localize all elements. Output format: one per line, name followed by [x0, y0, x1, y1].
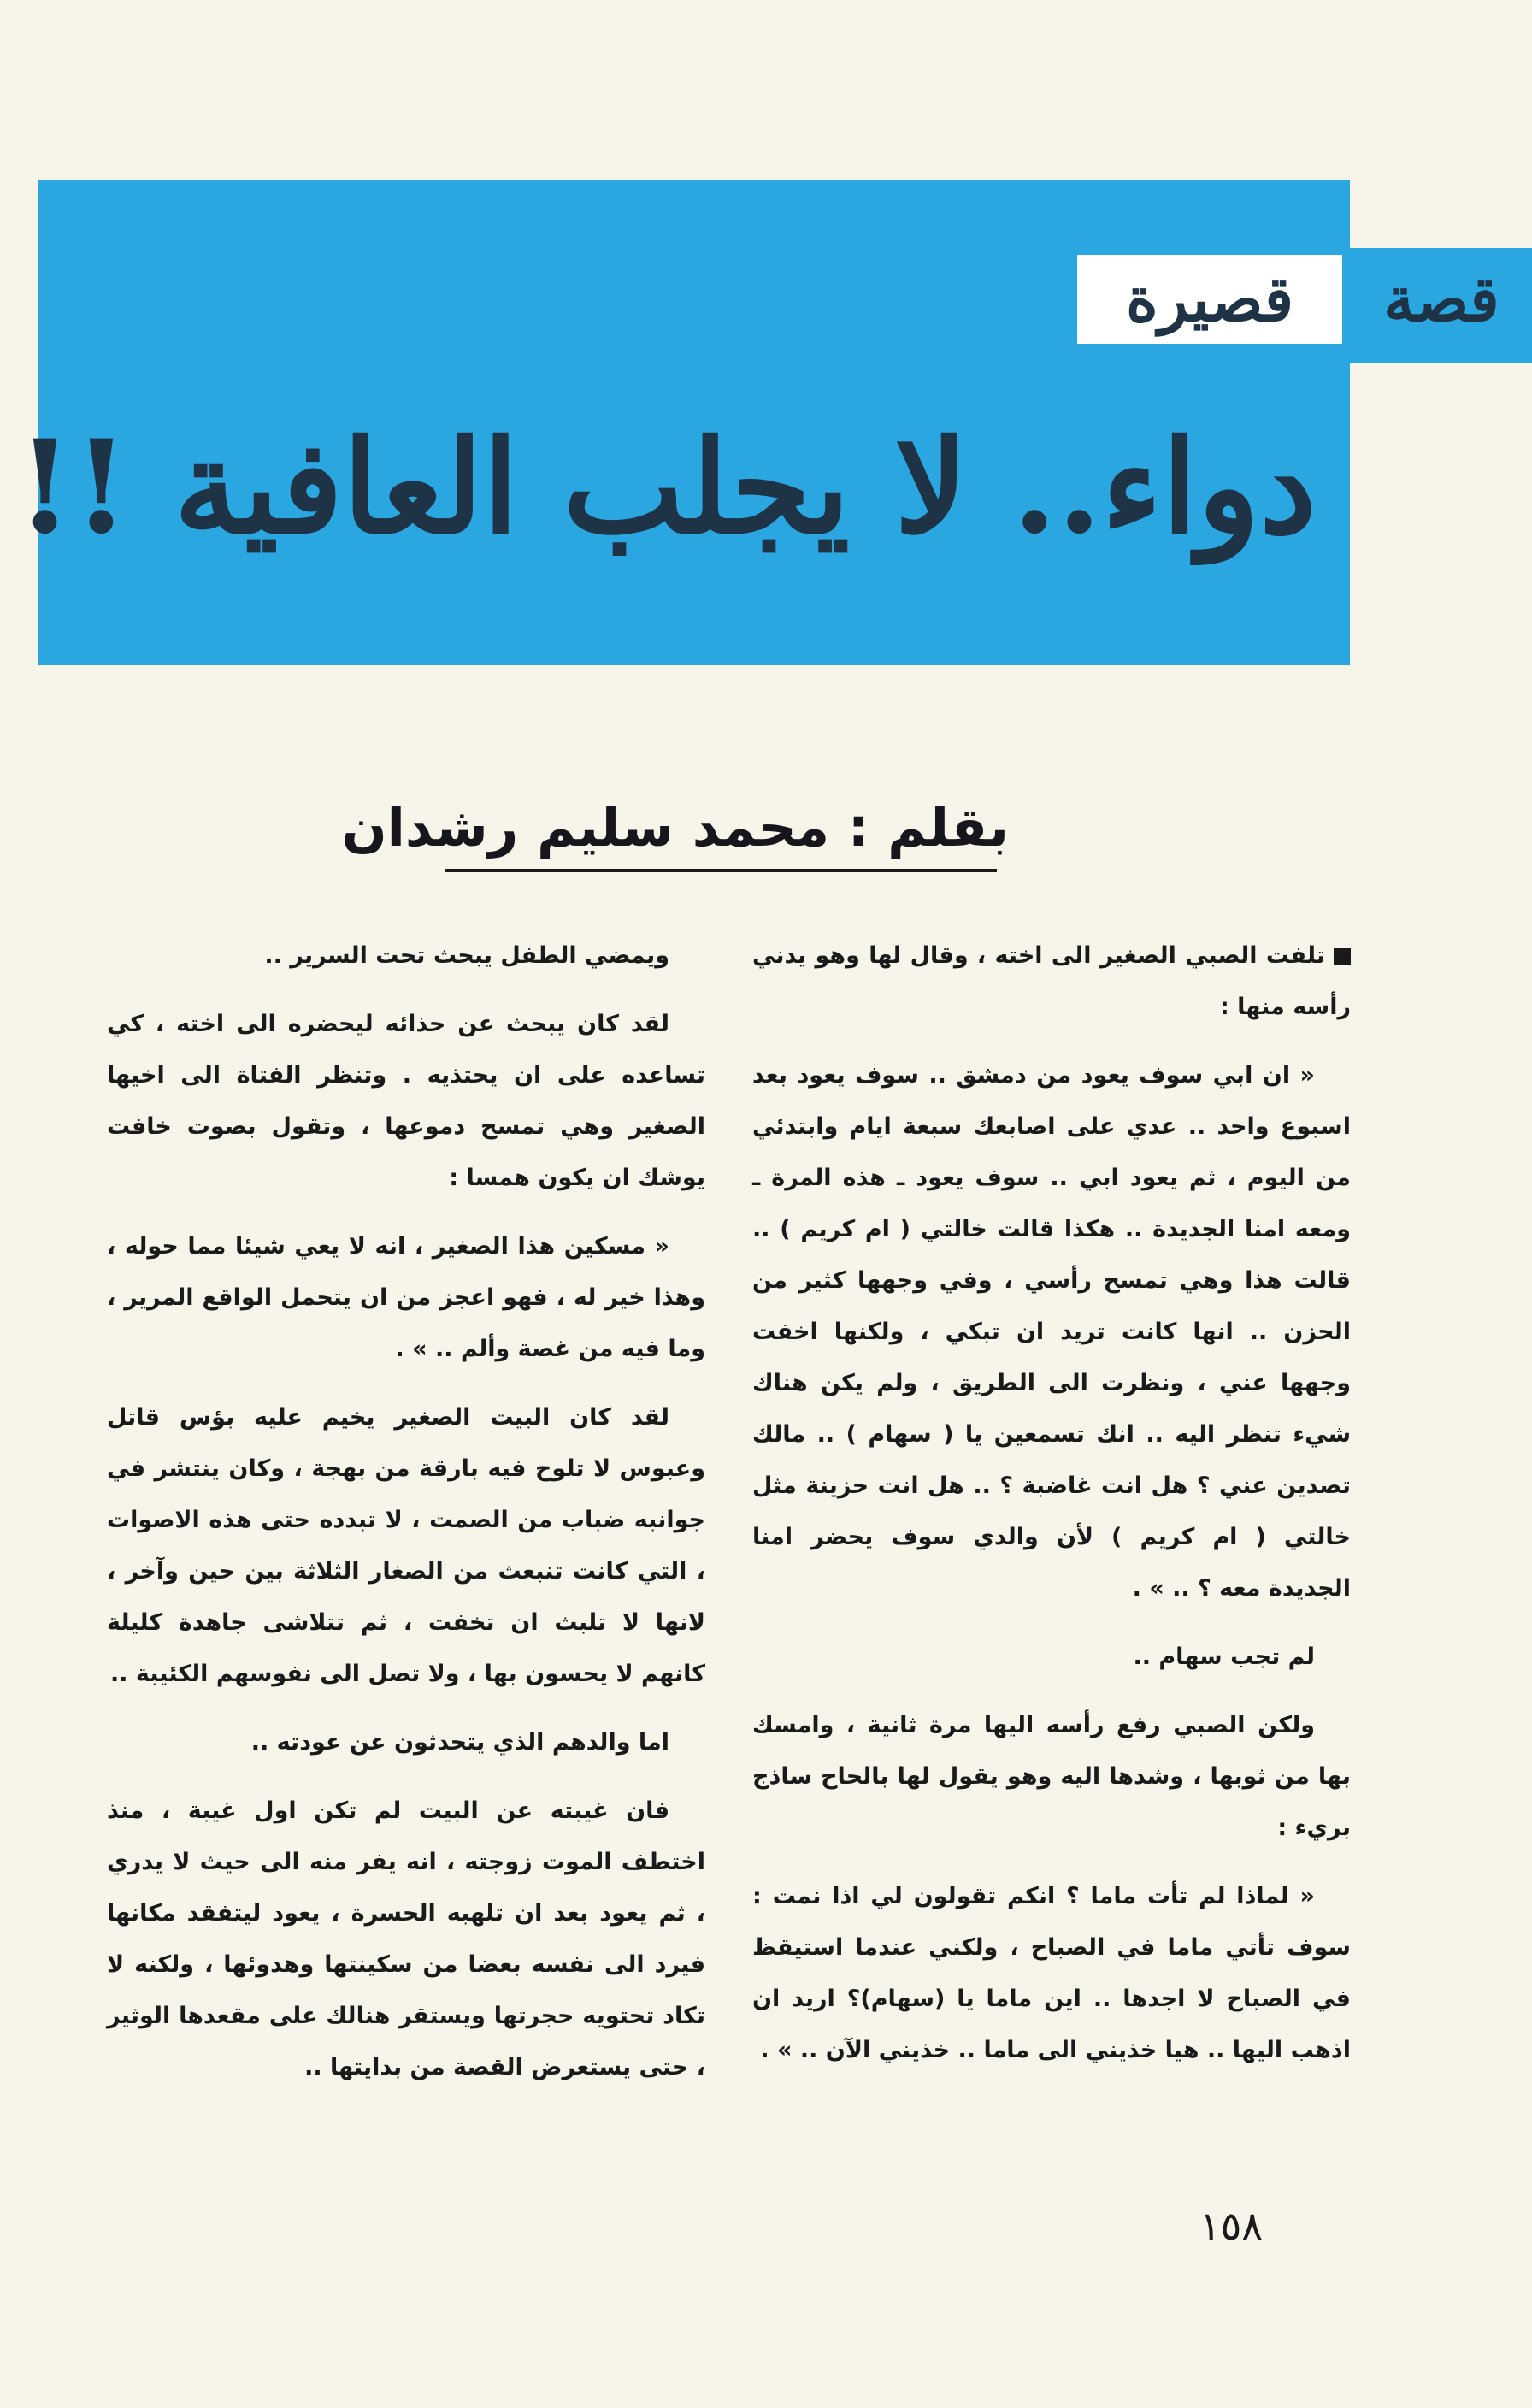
paragraph: لقد كان البيت الصغير يخيم عليه بؤس قاتل وعبوس لا تلوح فيه بارقة من بهجة ، وكان ينتشر في جوانبه ضباب من الصمت ، لا تبدده حتى هذه الاصوات ، التي كانت تنبعث من الصغار الثلاثة بين حين وآخر ، لانها لا تلبث ان تخفت ، ثم تتلاشى جاهدة كليلة كانهم لا يحسون بها ، ولا تصل الى نفوسهم الكئيبة .. — [107, 1404, 705, 1687]
paragraph: لقد كان يبحث عن حذائه ليحضره الى اخته ، كي تساعده على ان يحتذيه . وتنظر الفتاة الى اخيها الصغير وهي تمسح دموعها ، وتقول بصوت خافت يوشك ان يكون همسا : — [107, 1011, 705, 1191]
paragraph: « ان ابي سوف يعود من دمشق .. سوف يعود بعد اسبوع واحد .. عدي على اصابعك سبعة ايام وابتدئي من اليوم ، ثم يعود ابي .. سوف يعود ـ هذه المرة ـ ومعه امنا الجديدة .. هكذا قالت خالتي ( ام كريم ) .. قالت هذا وهي تمسح رأسي ، وفي وجهها كثير من الحزن .. انها كانت تريد ان تبكي ، ولكنها اخفت وجهها عني ، ونظرت الى الطريق ، ولم يكن هناك شيء تنظر اليه .. انك تسمعين يا ( سهام ) .. مالك تصدين عني ؟ هل انت غاضبة ؟ .. هل انت حزينة مثل خالتي ( ام كريم ) لأن والدي سوف يحضر امنا الجديدة معه ؟ .. » . — [752, 1062, 1351, 1602]
paragraph: « مسكين هذا الصغير ، انه لا يعي شيئا مما حوله ، وهذا خير له ، فهو اعجز من ان يتحمل الواقع المرير ، وما فيه من غصة وألم .. » . — [107, 1233, 705, 1362]
paragraph-text: تلفت الصبي الصغير الى اخته ، وقال لها وهو يدني رأسه منها : — [752, 942, 1351, 1020]
paragraph: لم تجب سهام .. — [1133, 1644, 1315, 1670]
story-kind-label: قصيرة — [1125, 263, 1294, 335]
paragraph: ولكن الصبي رفع رأسه اليها مرة ثانية ، وامسك بها من ثوبها ، وشدها اليه وهو يقول لها بالحاح ساذج بريء : — [752, 1712, 1351, 1841]
paragraph: « لماذا لم تأت ماما ؟ انكم تقولون لي اذا نمت : سوف تأتي ماما في الصباح ، ولكني عندما استيقظ في الصباح لا اجدها .. اين ماما يا (سهام)؟ اريد ان اذهب اليها .. هيا خذيني الى ماما .. خذيني الآن .. » . — [752, 1883, 1351, 2063]
story-title: دواء.. لا يجلب العافية !! — [16, 412, 1317, 563]
author-byline: بقلم : محمد سليم رشدان — [341, 796, 1009, 859]
page-number: ١٥٨ — [1199, 2203, 1264, 2249]
square-bullet-icon — [1334, 948, 1351, 965]
text-column-right — [752, 930, 1351, 2093]
paragraph: اما والدهم الذي يتحدثون عن عودته .. — [250, 1729, 669, 1756]
story-kind-prefix: قصة — [1383, 263, 1500, 335]
text-column-left — [107, 930, 705, 2110]
byline-underline — [445, 869, 997, 872]
paragraph — [752, 930, 1351, 1033]
paragraph: فان غيبته عن البيت لم تكن اول غيبة ، منذ اختطف الموت زوجته ، انه يفر منه الى حيث لا يدري ، ثم يعود بعد ان تلهبه الحسرة ، يعود ليتفقد مكانها فيرد الى نفسه بعضا من سكينتها وهدوئها ، ولكنه لا تكاد تحتويه حجرتها ويستقر هنالك على مقعدها الوثير ، حتى يستعرض القصة من بدايتها .. — [107, 1797, 705, 2080]
paragraph: ويمضي الطفل يبحث تحت السرير .. — [264, 942, 669, 969]
